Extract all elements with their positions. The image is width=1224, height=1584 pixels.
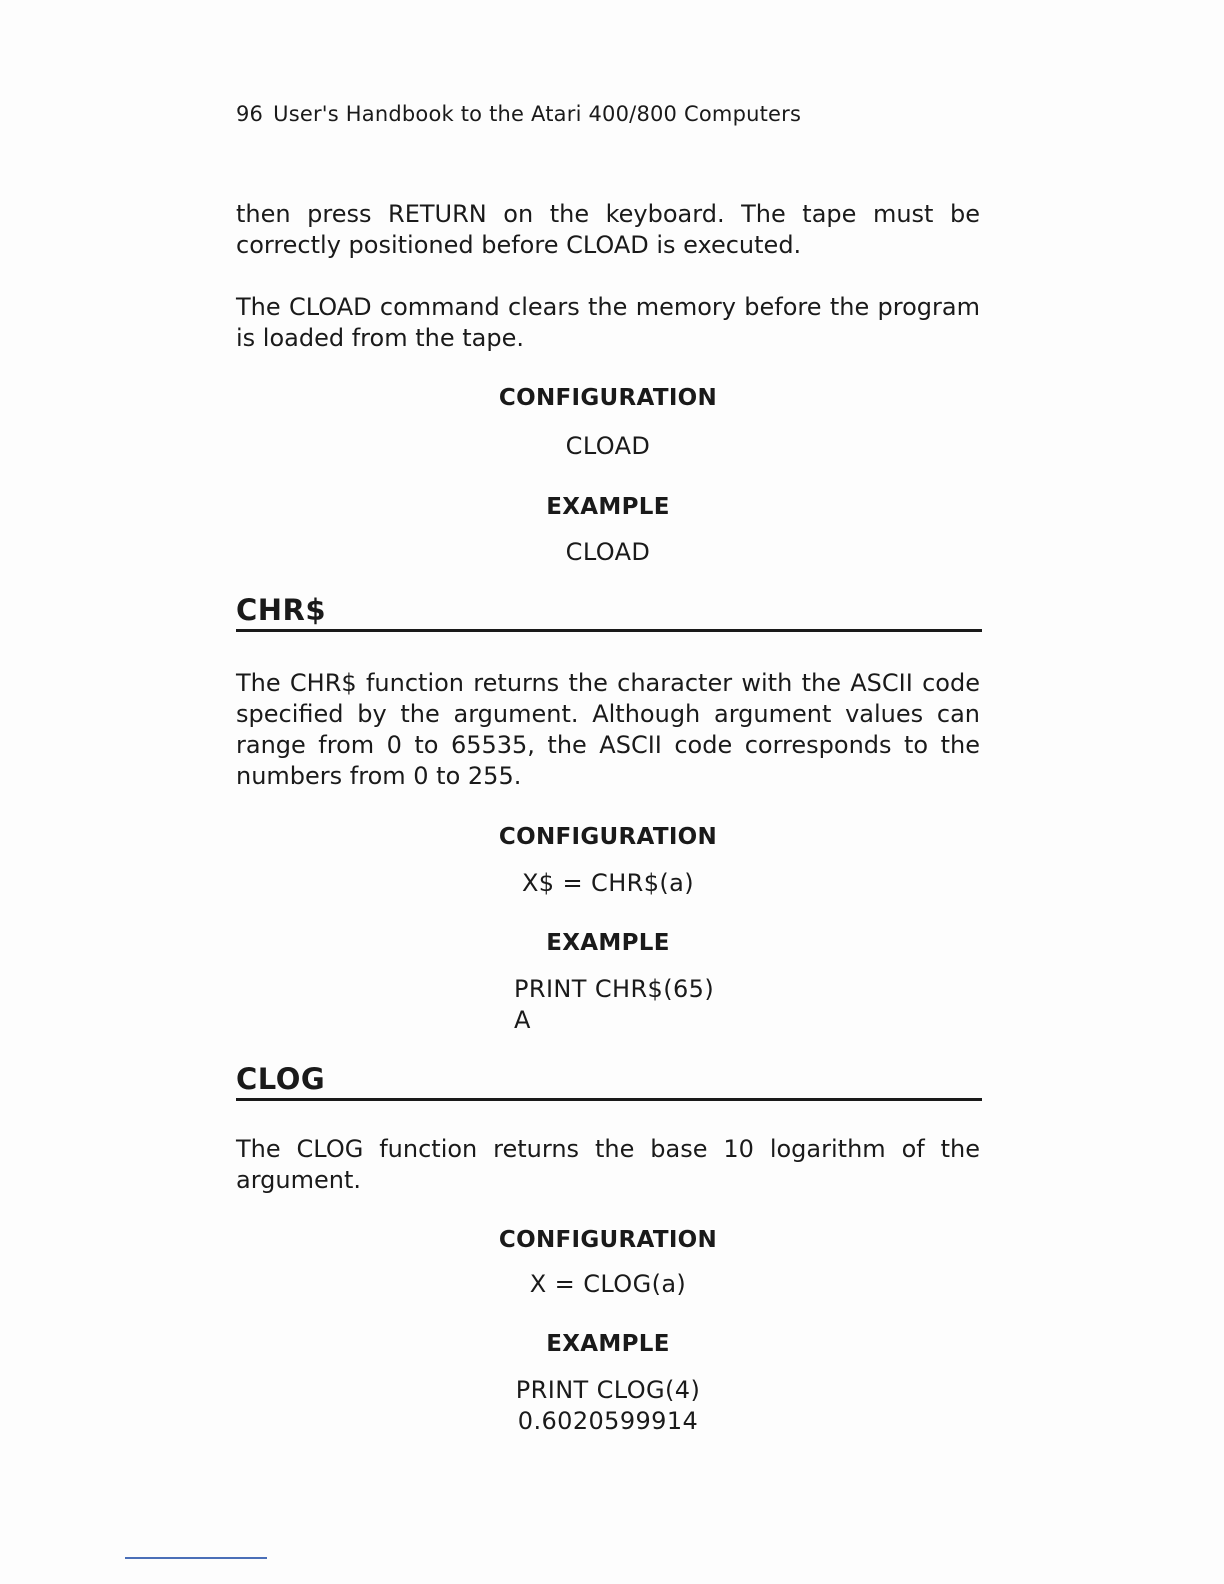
clog-example-line-2: 0.6020599914 (517, 1407, 699, 1435)
cload-paragraph-2: The CLOAD command clears the memory before the program is loaded from the tape. (236, 293, 980, 352)
page-number: 96 (236, 102, 264, 126)
chr-heading-text: CHR$ (236, 593, 327, 627)
clog-configuration: X = CLOG(a) (529, 1270, 687, 1298)
cload-paragraph-1: then press RETURN on the keyboard. The tape must be correctly positioned before CLOAD is executed. (236, 200, 980, 259)
running-head (236, 102, 801, 126)
chr-example-line-2: A (514, 1006, 531, 1034)
clog-heading-text: CLOG (236, 1062, 326, 1096)
clog-example-line-1: PRINT CLOG(4) (515, 1376, 701, 1404)
clog-example-label: EXAMPLE (546, 1331, 670, 1357)
chr-example-line-1: PRINT CHR$(65) (514, 975, 715, 1003)
cload-example: CLOAD (565, 538, 651, 566)
cload-configuration-label: CONFIGURATION (498, 385, 718, 411)
book-title: User's Handbook to the Atari 400/800 Computers (273, 102, 802, 126)
chr-heading (236, 593, 982, 632)
clog-configuration-label: CONFIGURATION (498, 1227, 718, 1253)
chr-configuration: X$ = CHR$(a) (521, 869, 695, 897)
cload-example-label: EXAMPLE (546, 494, 670, 520)
chr-example-label: EXAMPLE (546, 930, 670, 956)
clog-heading (236, 1062, 982, 1101)
clog-paragraph: The CLOG function returns the base 10 logarithm of the argument. (236, 1135, 980, 1194)
chr-configuration-label: CONFIGURATION (498, 824, 718, 850)
footer-rule (125, 1557, 267, 1559)
cload-configuration: CLOAD (565, 432, 651, 460)
chr-paragraph: The CHR$ function returns the character with the ASCII code specified by the argument. Although argument values can range from 0 to 65535, the ASCII code corresponds to the numbers from 0 to 255. (236, 669, 980, 790)
